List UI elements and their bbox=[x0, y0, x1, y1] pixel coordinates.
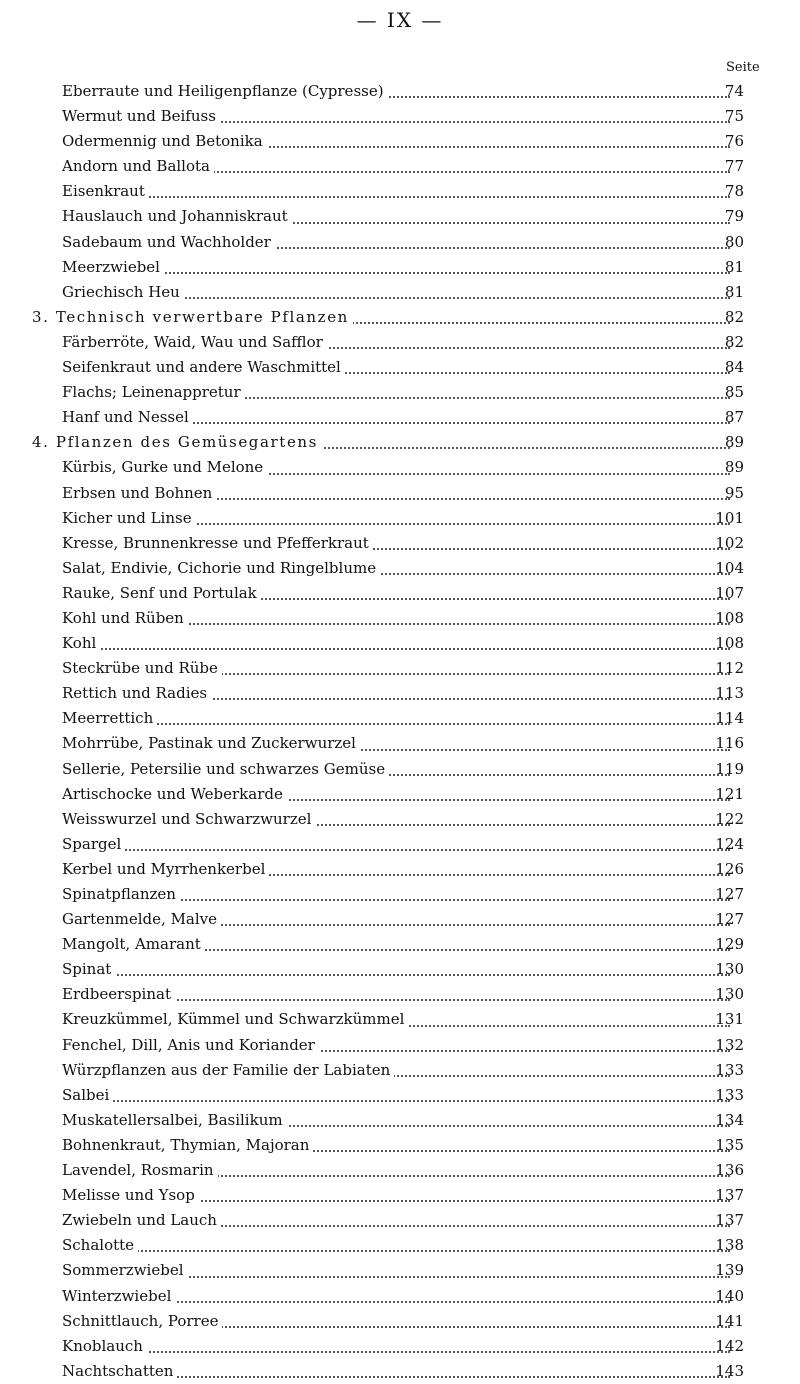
toc-entry-title: Hanf und Nessel bbox=[62, 408, 193, 426]
toc-entry-leader bbox=[62, 706, 730, 731]
toc-entry-title: Kohl bbox=[62, 634, 100, 652]
toc-page-number: 101 bbox=[715, 508, 744, 527]
toc-page-number: 126 bbox=[715, 859, 744, 878]
toc-page-number: 78 bbox=[724, 182, 744, 201]
toc-entry-leader bbox=[62, 380, 730, 405]
toc-page-number: 114 bbox=[715, 709, 744, 728]
toc-page-number: 136 bbox=[715, 1161, 744, 1180]
toc-entry-leader bbox=[62, 907, 730, 932]
toc-page-number: 134 bbox=[715, 1110, 744, 1129]
toc-page-number: 77 bbox=[724, 157, 744, 176]
toc-entry-row bbox=[0, 1133, 800, 1158]
toc-entry-title: Erdbeerspinat bbox=[62, 985, 175, 1003]
toc-entry-title: Knoblauch bbox=[62, 1337, 147, 1355]
toc-entry-row bbox=[0, 606, 800, 631]
toc-entry-title: Rettich und Radies bbox=[62, 684, 211, 702]
dot-leader bbox=[62, 974, 730, 976]
toc-entry-title: Nachtschatten bbox=[62, 1362, 177, 1380]
toc-entry-title: Salbei bbox=[62, 1086, 113, 1104]
toc-entry-title: Steckrübe und Rübe bbox=[62, 659, 222, 677]
dot-leader bbox=[62, 1100, 730, 1102]
toc-entry-leader bbox=[62, 1108, 730, 1133]
toc-page-number: 82 bbox=[724, 307, 744, 326]
toc-page-number: 81 bbox=[724, 257, 744, 276]
toc-entry-leader bbox=[62, 104, 730, 129]
toc-entry-row bbox=[0, 1334, 800, 1359]
toc-entry-row bbox=[0, 455, 800, 480]
toc-entry-row bbox=[0, 1158, 800, 1183]
toc-entry-leader bbox=[62, 79, 730, 104]
toc-page-number: 142 bbox=[715, 1336, 744, 1355]
toc-entry-title: Meerrettich bbox=[62, 709, 157, 727]
toc-entry-leader bbox=[62, 154, 730, 179]
toc-page-number: 113 bbox=[715, 684, 744, 703]
toc-entry-leader bbox=[62, 556, 730, 581]
toc-entry-row bbox=[0, 656, 800, 681]
toc-entry-leader bbox=[62, 1058, 730, 1083]
toc-page-number: 139 bbox=[715, 1261, 744, 1280]
toc-entry-row bbox=[0, 957, 800, 982]
toc-page-number: 119 bbox=[715, 759, 744, 778]
toc-entry-title: Lavendel, Rosmarin bbox=[62, 1161, 218, 1179]
toc-entry-leader bbox=[62, 982, 730, 1007]
toc-page-number: 143 bbox=[715, 1361, 744, 1380]
seite-column-header: Seite bbox=[726, 60, 760, 75]
toc-page-number: 121 bbox=[715, 784, 744, 803]
toc-page-number: 129 bbox=[715, 935, 744, 954]
toc-entry-row bbox=[0, 581, 800, 606]
toc-entry-row bbox=[0, 1284, 800, 1309]
toc-entry-title: Odermennig und Betonika bbox=[62, 132, 267, 150]
toc-entry-row bbox=[0, 506, 800, 531]
toc-entry-title: Kicher und Linse bbox=[62, 509, 196, 527]
toc-entry-title: Sellerie, Petersilie und schwarzes Gemüse bbox=[62, 760, 389, 778]
toc-page-number: 130 bbox=[715, 960, 744, 979]
toc-entry-title: Salat, Endivie, Cichorie und Ringelblume bbox=[62, 559, 380, 577]
toc-page-number: 124 bbox=[715, 834, 744, 853]
toc-entry-title: Artischocke und Weberkarde bbox=[62, 785, 287, 803]
toc-entry-title: Eisenkraut bbox=[62, 182, 149, 200]
toc-entry-leader bbox=[62, 1208, 730, 1233]
toc-page-number: 102 bbox=[715, 533, 744, 552]
toc-page-number: 74 bbox=[724, 82, 744, 100]
toc-entry-row bbox=[0, 1309, 800, 1334]
toc-entry-leader bbox=[62, 782, 730, 807]
toc-entry-row bbox=[0, 355, 800, 380]
toc-entry-leader bbox=[62, 1309, 730, 1334]
toc-entry-title: Spinatpflanzen bbox=[62, 885, 180, 903]
toc-entry-leader bbox=[62, 1334, 730, 1359]
toc-entry-row bbox=[0, 631, 800, 656]
toc-entry-title: Färberröte, Waid, Wau und Safflor bbox=[62, 333, 327, 351]
toc-entry-leader bbox=[62, 1007, 730, 1032]
toc-entry-leader bbox=[62, 882, 730, 907]
toc-entry-title: Flachs; Leinenappretur bbox=[62, 383, 245, 401]
toc-entry-title: Eberraute und Heiligenpflanze (Cypresse) bbox=[62, 82, 388, 100]
toc-entry-row bbox=[0, 907, 800, 932]
toc-page-number: 137 bbox=[715, 1186, 744, 1205]
toc-entry-leader bbox=[62, 1233, 730, 1258]
toc-page-number: 76 bbox=[724, 132, 744, 151]
toc-page-number: 135 bbox=[715, 1135, 744, 1154]
toc-entry-title: Spargel bbox=[62, 835, 125, 853]
toc-entry-row bbox=[0, 1233, 800, 1258]
toc-entry-leader bbox=[62, 1284, 730, 1309]
toc-page-number: 131 bbox=[715, 1010, 744, 1029]
toc-entry-leader bbox=[62, 681, 730, 706]
toc-entry-row bbox=[0, 255, 800, 280]
toc-page-number: 132 bbox=[715, 1035, 744, 1054]
toc-entry-row bbox=[0, 982, 800, 1007]
table-of-contents bbox=[0, 79, 800, 1384]
toc-entry-title: Andorn und Ballota bbox=[62, 157, 214, 175]
toc-page-number: 107 bbox=[715, 583, 744, 602]
toc-entry-leader bbox=[62, 1183, 730, 1208]
toc-entry-title: Hauslauch und Johanniskraut bbox=[62, 207, 292, 225]
dot-leader bbox=[62, 1250, 730, 1252]
toc-entry-leader bbox=[62, 481, 730, 506]
toc-entry-title: Erbsen und Bohnen bbox=[62, 484, 216, 502]
toc-entry-leader bbox=[62, 656, 730, 681]
toc-entry-leader bbox=[62, 405, 730, 430]
toc-entry-title: Seifenkraut und andere Waschmittel bbox=[62, 358, 345, 376]
toc-page-number: 116 bbox=[715, 734, 744, 753]
toc-entry-row bbox=[0, 154, 800, 179]
toc-entry-row bbox=[0, 807, 800, 832]
toc-entry-leader bbox=[32, 430, 730, 455]
toc-entry-row bbox=[0, 857, 800, 882]
toc-entry-title: Spinat bbox=[62, 960, 115, 978]
toc-entry-row bbox=[0, 706, 800, 731]
toc-entry-row bbox=[0, 556, 800, 581]
toc-page-number: 75 bbox=[724, 107, 744, 126]
toc-entry-row bbox=[0, 1108, 800, 1133]
toc-entry-title: Schnittlauch, Porree bbox=[62, 1312, 222, 1330]
toc-page-number: 79 bbox=[724, 207, 744, 226]
toc-entry-row bbox=[0, 129, 800, 154]
toc-entry-row bbox=[0, 1083, 800, 1108]
toc-entry-row bbox=[0, 1183, 800, 1208]
toc-entry-leader bbox=[32, 305, 730, 330]
toc-page-number: 89 bbox=[724, 458, 744, 477]
toc-page-number: 108 bbox=[715, 634, 744, 653]
toc-entry-leader bbox=[62, 957, 730, 982]
toc-entry-row bbox=[0, 1359, 800, 1384]
toc-page-number: 95 bbox=[724, 483, 744, 502]
toc-entry-leader bbox=[62, 932, 730, 957]
toc-entry-row bbox=[0, 832, 800, 857]
toc-entry-title: Kreuzkümmel, Kümmel und Schwarzkümmel bbox=[62, 1010, 408, 1028]
toc-entry-leader bbox=[62, 857, 730, 882]
toc-entry-title: Sommerzwiebel bbox=[62, 1261, 188, 1279]
toc-page-number: 108 bbox=[715, 608, 744, 627]
toc-page-number: 85 bbox=[724, 383, 744, 402]
toc-entry-leader bbox=[62, 204, 730, 229]
toc-entry-leader bbox=[62, 807, 730, 832]
toc-page-number: 104 bbox=[715, 558, 744, 577]
toc-entry-title: Fenchel, Dill, Anis und Koriander bbox=[62, 1036, 319, 1054]
toc-entry-leader bbox=[62, 330, 730, 355]
toc-entry-leader bbox=[62, 280, 730, 305]
toc-entry-title: Kohl und Rüben bbox=[62, 609, 188, 627]
toc-entry-title: Gartenmelde, Malve bbox=[62, 910, 221, 928]
toc-section-row bbox=[0, 430, 800, 455]
toc-entry-title: Meerzwiebel bbox=[62, 258, 164, 276]
toc-entry-title: 4. Pflanzen des Gemüsegartens bbox=[32, 433, 322, 451]
toc-entry-row bbox=[0, 79, 800, 104]
toc-entry-row bbox=[0, 230, 800, 255]
toc-entry-leader bbox=[62, 1158, 730, 1183]
toc-entry-leader bbox=[62, 1033, 730, 1058]
toc-entry-leader bbox=[62, 506, 730, 531]
dot-leader bbox=[62, 196, 730, 198]
toc-entry-row bbox=[0, 179, 800, 204]
toc-entry-leader bbox=[62, 1258, 730, 1283]
toc-entry-title: Weisswurzel und Schwarzwurzel bbox=[62, 810, 315, 828]
toc-entry-title: Zwiebeln und Lauch bbox=[62, 1211, 221, 1229]
toc-page-number: 89 bbox=[724, 433, 744, 452]
toc-entry-title: Schalotte bbox=[62, 1236, 138, 1254]
dot-leader bbox=[62, 849, 730, 851]
toc-entry-row bbox=[0, 280, 800, 305]
toc-entry-title: 3. Technisch verwertbare Pflanzen bbox=[32, 308, 353, 326]
toc-entry-row bbox=[0, 405, 800, 430]
toc-page-number: 80 bbox=[724, 232, 744, 251]
toc-page-number: 84 bbox=[724, 358, 744, 377]
toc-entry-row bbox=[0, 932, 800, 957]
toc-entry-row bbox=[0, 1208, 800, 1233]
toc-entry-title: Kerbel und Myrrhenkerbel bbox=[62, 860, 269, 878]
toc-page-number: 81 bbox=[724, 282, 744, 301]
toc-entry-title: Muskatellersalbei, Basilikum bbox=[62, 1111, 287, 1129]
toc-page-number: 137 bbox=[715, 1211, 744, 1230]
toc-entry-title: Wermut und Beifuss bbox=[62, 107, 220, 125]
toc-page-number: 87 bbox=[724, 408, 744, 427]
toc-entry-leader bbox=[62, 832, 730, 857]
toc-entry-leader bbox=[62, 129, 730, 154]
dot-leader bbox=[62, 648, 730, 650]
toc-entry-leader bbox=[62, 1133, 730, 1158]
toc-entry-row bbox=[0, 757, 800, 782]
toc-entry-leader bbox=[62, 355, 730, 380]
toc-entry-row bbox=[0, 782, 800, 807]
toc-entry-title: Würzpflanzen aus der Familie der Labiaten bbox=[62, 1061, 394, 1079]
toc-entry-leader bbox=[62, 1359, 730, 1384]
toc-entry-title: Melisse und Ysop bbox=[62, 1186, 199, 1204]
toc-entry-row bbox=[0, 1033, 800, 1058]
toc-entry-leader bbox=[62, 255, 730, 280]
toc-entry-row bbox=[0, 380, 800, 405]
toc-entry-row bbox=[0, 1058, 800, 1083]
toc-section-row bbox=[0, 305, 800, 330]
toc-entry-title: Mohrrübe, Pastinak und Zuckerwurzel bbox=[62, 734, 360, 752]
toc-entry-leader bbox=[62, 230, 730, 255]
toc-entry-title: Winterzwiebel bbox=[62, 1287, 175, 1305]
toc-entry-leader bbox=[62, 455, 730, 480]
toc-page-number: 133 bbox=[715, 1085, 744, 1104]
toc-page-number: 138 bbox=[715, 1236, 744, 1255]
toc-entry-row bbox=[0, 1258, 800, 1283]
toc-entry-leader bbox=[62, 531, 730, 556]
toc-page-number: 133 bbox=[715, 1060, 744, 1079]
toc-page-number: 140 bbox=[715, 1286, 744, 1305]
page-folio: — IX — bbox=[356, 8, 444, 32]
toc-entry-title: Bohnenkraut, Thymian, Majoran bbox=[62, 1136, 313, 1154]
toc-entry-row bbox=[0, 882, 800, 907]
toc-entry-leader bbox=[62, 1083, 730, 1108]
toc-entry-leader bbox=[62, 606, 730, 631]
toc-entry-title: Rauke, Senf und Portulak bbox=[62, 584, 261, 602]
toc-entry-title: Mangolt, Amarant bbox=[62, 935, 205, 953]
toc-entry-leader bbox=[62, 179, 730, 204]
toc-entry-row bbox=[0, 681, 800, 706]
toc-page-number: 127 bbox=[715, 885, 744, 903]
toc-page-number: 112 bbox=[715, 659, 744, 678]
toc-entry-row bbox=[0, 481, 800, 506]
toc-entry-leader bbox=[62, 631, 730, 656]
toc-entry-leader bbox=[62, 757, 730, 782]
toc-page-number: 141 bbox=[715, 1311, 744, 1330]
toc-entry-title: Kresse, Brunnenkresse und Pfefferkraut bbox=[62, 534, 373, 552]
toc-entry-row bbox=[0, 204, 800, 229]
toc-page-number: 127 bbox=[715, 910, 744, 929]
toc-entry-row bbox=[0, 104, 800, 129]
dot-leader bbox=[62, 723, 730, 725]
toc-entry-title: Kürbis, Gurke und Melone bbox=[62, 458, 267, 476]
toc-entry-leader bbox=[62, 581, 730, 606]
toc-entry-title: Sadebaum und Wachholder bbox=[62, 233, 275, 251]
toc-entry-title: Griechisch Heu bbox=[62, 283, 184, 301]
toc-entry-row bbox=[0, 1007, 800, 1032]
toc-page-number: 130 bbox=[715, 985, 744, 1004]
toc-entry-row bbox=[0, 731, 800, 756]
toc-entry-row bbox=[0, 531, 800, 556]
toc-page-number: 82 bbox=[724, 332, 744, 351]
toc-entry-leader bbox=[62, 731, 730, 756]
toc-entry-row bbox=[0, 330, 800, 355]
toc-page-number: 122 bbox=[715, 809, 744, 828]
dot-leader bbox=[62, 1351, 730, 1353]
